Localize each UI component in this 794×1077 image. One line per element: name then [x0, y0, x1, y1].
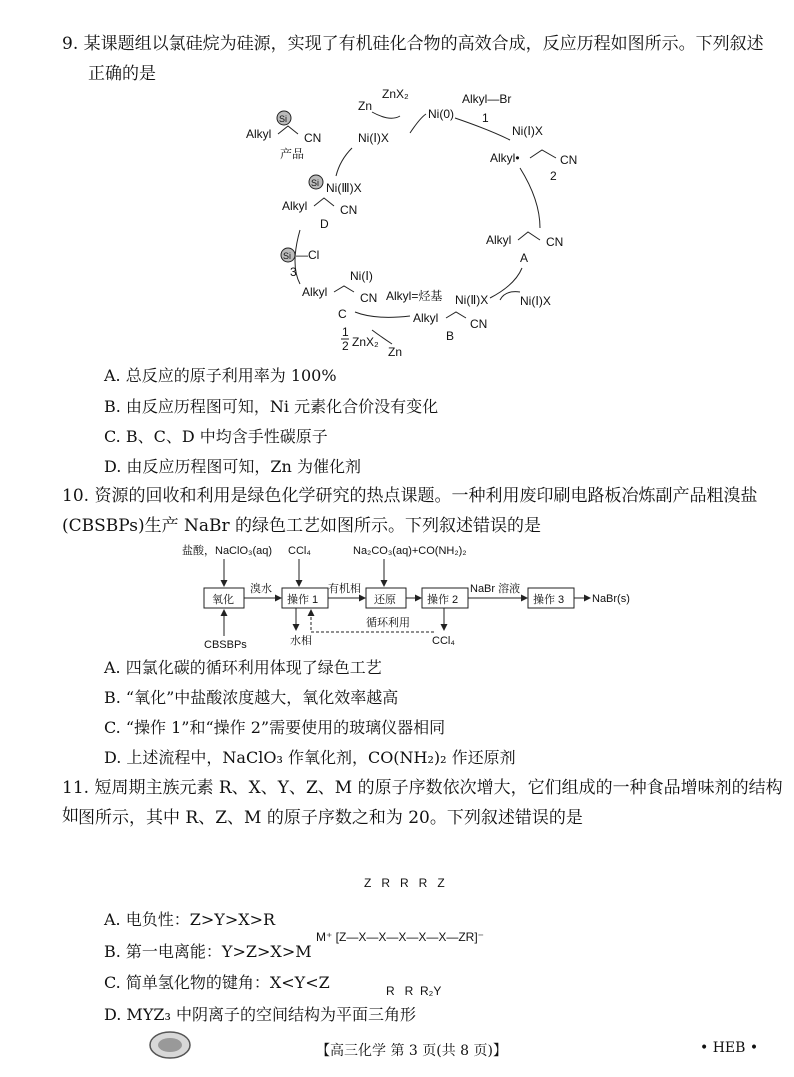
q11-option-c: C. 简单氢化物的键角：X<Y<Z: [104, 973, 330, 992]
cn-D: CN: [340, 203, 358, 217]
nix-top-left: Ni(Ⅰ)X: [358, 131, 389, 145]
q9-option-d: D. 由反应历程图可知，Zn 为催化剂: [104, 457, 361, 476]
q9-option-c: C. B、C、D 中均含手性碳原子: [104, 427, 328, 446]
product-label: 产品: [280, 147, 305, 161]
footer-page-info: 【高三化学 第 3 页(共 8 页)】: [316, 1043, 507, 1059]
q9-reaction-cycle-diagram: [0, 0, 794, 380]
alkyl-definition: Alkyl=烃基: [386, 289, 443, 303]
step3-label: 3: [290, 265, 297, 279]
reagent-reduction: Na₂CO₃(aq)+CO(NH₂)₂: [353, 545, 467, 557]
q10-option-d: D. 上述流程中，NaClO₃ 作氧化剂，CO(NH₂)₂ 作还原剂: [104, 748, 516, 767]
nix-right: Ni(Ⅰ)X: [512, 124, 543, 138]
zn-bottom: Zn: [388, 345, 403, 359]
structure-main-chain: M⁺ [Z—X—X—X—X—X—ZR]⁻: [316, 930, 485, 944]
label-bromine-water: 溴水: [250, 583, 272, 595]
q11-option-d: D. MYZ₃ 中阴离子的空间结构为平面三角形: [104, 1005, 416, 1024]
zn-top: Zn: [358, 99, 373, 113]
niII-x: Ni(Ⅱ)X: [455, 293, 489, 307]
label-aqueous-phase: 水相: [290, 635, 312, 647]
label-recycle: 循环利用: [366, 617, 410, 629]
q9-option-b: B. 由反应历程图可知，Ni 元素化合价没有变化: [104, 397, 439, 416]
niI-C: Ni(Ⅰ): [350, 269, 373, 283]
q10-stem-line2: (CBSBPs)生产 NaBr 的绿色工艺如图所示。下列叙述错误的是: [62, 516, 542, 536]
box-op1-label: 操作 1: [287, 594, 319, 606]
half-denominator: 2: [342, 339, 349, 353]
publisher-seal-icon: [148, 1030, 192, 1060]
q10-process-flow-diagram: [0, 540, 794, 650]
alkyl-A: Alkyl: [486, 233, 512, 247]
cn-acrylonitrile: CN: [560, 153, 578, 167]
footer-code: • HEB •: [700, 1040, 759, 1056]
structure-bottom-row: R R R₂Y: [386, 984, 442, 998]
label-B: B: [446, 329, 455, 343]
alkyl-C: Alkyl: [302, 285, 328, 299]
q11-stem-line2: 图所示，其中 R、Z、M 的原子序数之和为 20。下列叙述错误的是: [78, 808, 583, 828]
q11-option-a: A. 电负性：Z>Y>X>R: [104, 910, 276, 929]
alkyl-product: Alkyl: [246, 127, 272, 141]
cn-B: CN: [470, 317, 488, 331]
q10-option-a: A. 四氯化碳的循环利用体现了绿色工艺: [104, 658, 382, 677]
reagent-ccl4: CCl₄: [288, 545, 311, 557]
cn-C: CN: [360, 291, 378, 305]
label-C: C: [338, 307, 347, 321]
q11-stem-line1: 11. 短周期主族元素 R、X、Y、Z、M 的原子序数依次增大，它们组成的一种食品增味剂的结构如: [62, 778, 783, 826]
feed-cbsbps: CBSBPs: [204, 639, 247, 650]
label-ccl4-out: CCl₄: [432, 635, 455, 647]
q10-stem-line1: 10. 资源的回收和利用是绿色化学研究的热点课题。一种利用废印刷电路板冶炼副产品粗溴盐: [62, 486, 758, 506]
box-reduction-label: 还原: [374, 594, 396, 606]
label-A: A: [520, 251, 529, 265]
product-nabr: NaBr(s): [592, 593, 630, 605]
q10-option-b: B. “氧化”中盐酸浓度越大，氧化效率越高: [104, 688, 399, 707]
svg-text:Si: Si: [279, 114, 288, 124]
nix-lower-right: Ni(Ⅰ)X: [520, 294, 551, 308]
znx2-top: ZnX₂: [382, 87, 409, 101]
cn-product: CN: [304, 131, 322, 145]
cn-A: CN: [546, 235, 564, 249]
alkyl-br: Alkyl—Br: [462, 92, 512, 106]
step1-label: 1: [482, 111, 489, 125]
step2-label: 2: [550, 169, 557, 183]
box-op3-label: 操作 3: [533, 594, 565, 606]
label-nabr-solution: NaBr 溶液: [470, 583, 521, 595]
alkyl-D: Alkyl: [282, 199, 308, 213]
svg-text:Si: Si: [311, 178, 320, 188]
label-organic-phase: 有机相: [328, 583, 361, 595]
q9-stem-line1: 9. 某课题组以氯硅烷为硅源，实现了有机硅化合物的高效合成，反应历程如图所示。下列叙述: [62, 34, 764, 54]
si-cl: —Cl: [296, 248, 320, 262]
q11-option-b: B. 第一电离能：Y>Z>X>M: [104, 942, 312, 961]
ni0-label: Ni(0): [428, 107, 454, 121]
structure-top-row: Z R R R Z: [364, 876, 445, 890]
half-numerator: 1: [342, 325, 349, 339]
box-op2-label: 操作 2: [427, 594, 459, 606]
label-D: D: [320, 217, 329, 231]
half-znx2: ZnX₂: [352, 335, 379, 349]
q10-option-c: C. “操作 1”和“操作 2”需要使用的玻璃仪器相同: [104, 718, 446, 737]
alkyl-radical: Alkyl•: [490, 151, 520, 165]
niIII-x: Ni(Ⅲ)X: [326, 181, 362, 195]
alkyl-B: Alkyl: [413, 311, 439, 325]
q9-stem-line2: 正确的是: [88, 64, 156, 84]
q9-option-a: A. 总反应的原子利用率为 100%: [104, 366, 337, 385]
svg-text:Si: Si: [283, 251, 292, 261]
box-oxidation-label: 氧化: [212, 594, 234, 606]
reagent-oxidation: 盐酸，NaClO₃(aq): [182, 545, 273, 557]
